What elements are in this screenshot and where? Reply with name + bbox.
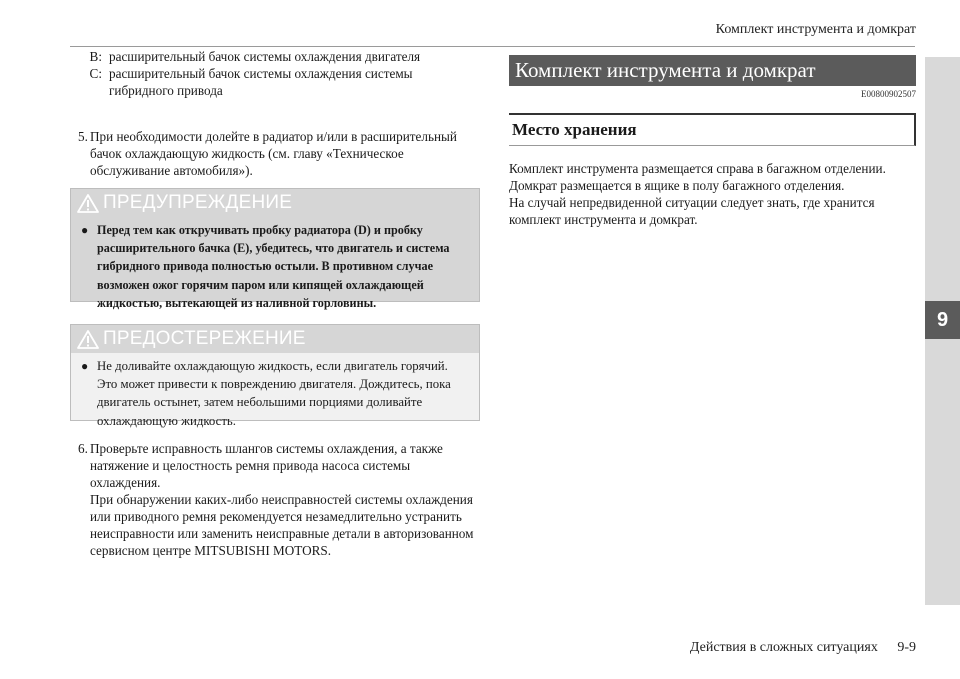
step-number: 6. bbox=[78, 441, 88, 456]
warning-triangle-icon bbox=[77, 194, 99, 213]
legend-text: расширительный бачок системы охлаждения системы гибридного привода bbox=[109, 66, 413, 98]
section-title: Комплект инструмента и домкрат bbox=[509, 55, 916, 86]
step-text: Проверьте исправность шлангов системы охлаждения, а также натяжение и целостность ремня привода насоса системы охлаждения. bbox=[90, 441, 443, 490]
chapter-tab[interactable]: 9 bbox=[925, 301, 960, 339]
running-header: Комплект инструмента и домкрат bbox=[715, 22, 916, 37]
step-body bbox=[90, 440, 480, 559]
page-number: 9-9 bbox=[897, 640, 916, 655]
bullet-dot-icon: ● bbox=[81, 223, 89, 237]
legend-item bbox=[78, 65, 480, 99]
caution-text: Не доливайте охлаждающую жидкость, если двигатель горячий. Это может привести к повреждению двигателя. Дождитесь, пока двигатель остынет, затем небольшими порциями доливайте охлаждающую жидкость. bbox=[97, 359, 451, 428]
page-footer bbox=[690, 640, 916, 656]
step-number: 5. bbox=[78, 129, 88, 144]
caution-header bbox=[71, 325, 479, 353]
warning-item bbox=[81, 221, 469, 312]
warning-title: ПРЕДУПРЕЖДЕНИЕ bbox=[103, 192, 293, 213]
paragraph: Комплект инструмента размещается справа в багажном отделении. bbox=[509, 161, 886, 176]
caution-body bbox=[71, 353, 479, 428]
section-body bbox=[509, 160, 916, 228]
section-code: E00800902507 bbox=[861, 89, 916, 99]
subheading: Место хранения bbox=[509, 113, 916, 146]
legend-text: расширительный бачок системы охлаждения двигателя bbox=[109, 49, 421, 64]
legend-key: B: bbox=[89, 49, 102, 64]
legend bbox=[78, 48, 480, 99]
caution-title: ПРЕДОСТЕРЕЖЕНИЕ bbox=[103, 328, 306, 349]
step-5 bbox=[78, 128, 480, 179]
header-rule bbox=[70, 46, 915, 47]
paragraph: Домкрат размещается в ящике в полу багажного отделения. bbox=[509, 178, 845, 193]
step-6 bbox=[78, 440, 480, 559]
step-text-continued: При обнаружении каких-либо неисправностей системы охлаждения или приводного ремня рекомендуется незамедлительно устранить неисправности или заменить неисправные детали в авторизованном сервисном центре MITSUBISHI MOTORS. bbox=[90, 492, 474, 558]
warning-body bbox=[71, 217, 479, 310]
right-column bbox=[509, 55, 916, 228]
warning-text: Перед тем как откручивать пробку радиатора (D) и пробку расширительного бачка (E), убедитесь, что двигатель и система гибридного привода полностью остыли. В противном случае возможен ожог горячим паром или кипящей охлаждающей жидкостью, вытекающей из наливной горловины. bbox=[97, 223, 450, 310]
legend-key: C: bbox=[89, 66, 102, 81]
warning-triangle-icon bbox=[77, 330, 99, 349]
caution-item bbox=[81, 357, 469, 430]
footer-section: Действия в сложных ситуациях bbox=[689, 640, 878, 655]
warning-header bbox=[71, 189, 479, 217]
bullet-dot-icon: ● bbox=[81, 359, 89, 373]
step-text: При необходимости долейте в радиатор и/или в расширительный бачок охлаждающую жидкость (см. главу «Техническое обслуживание автомобиля»). bbox=[90, 129, 457, 178]
caution-box bbox=[70, 324, 480, 428]
legend-item bbox=[78, 48, 480, 65]
paragraph: На случай непредвиденной ситуации следует знать, где хранится комплект инструмента и домкрат. bbox=[509, 195, 875, 227]
warning-box bbox=[70, 188, 480, 310]
